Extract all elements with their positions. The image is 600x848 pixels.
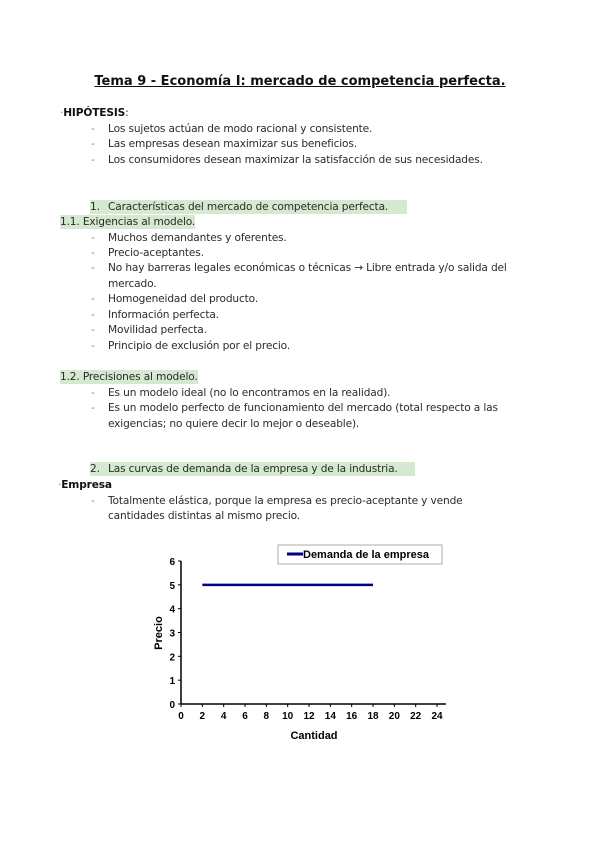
y-tick-label: 0 [169, 700, 175, 711]
list-item: Información perfecta. [108, 309, 219, 321]
x-tick-label: 0 [178, 711, 184, 722]
y-tick-label: 2 [169, 652, 175, 664]
subsection-1-1-heading: 1.1. Exigencias al modelo. [60, 216, 196, 228]
x-tick-label: 6 [242, 711, 248, 722]
list-item-continuation: cantidades distintas al mismo precio. [108, 510, 301, 522]
x-tick-label: 16 [346, 711, 358, 722]
page-title: Tema 9 - Economía I: mercado de competencia perfecta. [94, 74, 506, 89]
y-tick-label: 1 [169, 676, 175, 688]
x-tick-label: 8 [263, 711, 270, 722]
x-tick-label: 24 [431, 711, 443, 722]
legend-label: Demanda de la empresa [303, 549, 429, 561]
x-tick-label: 22 [410, 711, 422, 722]
list-item-continuation: exigencias; no quiere decir lo mejor o deseable). [108, 418, 360, 430]
x-tick-label: 10 [282, 711, 294, 722]
x-tick-label: 18 [367, 711, 379, 722]
hipotesis-heading: ·HIPÓTESIS: [60, 107, 129, 119]
list-item: Es un modelo perfecto de funcionamiento del mercado (total respecto a las [108, 402, 498, 414]
x-tick-label: 12 [303, 711, 315, 722]
list-item: Principio de exclusión por el precio. [108, 340, 291, 352]
section-2-heading: 2. Las curvas de demanda de la empresa y de la industria. [90, 462, 415, 476]
empresa-heading: ·Empresa [58, 479, 112, 491]
y-axis-label: Precio [153, 616, 165, 650]
x-tick-label: 4 [220, 711, 227, 722]
list-item: Homogeneidad del producto. [108, 293, 259, 305]
x-tick-label: 2 [199, 711, 206, 722]
y-tick-label: 5 [169, 580, 175, 592]
x-tick-label: 20 [388, 711, 400, 722]
list-item: Los sujetos actúan de modo racional y consistente. [108, 123, 373, 135]
y-tick-label: 6 [169, 557, 175, 568]
list-item: Movilidad perfecta. [108, 324, 207, 336]
subsection-1-2-heading: 1.2. Precisiones al modelo. [60, 371, 198, 383]
list-item: Los consumidores desean maximizar la satisfacción de sus necesidades. [108, 154, 483, 166]
x-tick-label: 14 [324, 711, 336, 722]
section-1-heading: 1. Características del mercado de competencia perfecta. [90, 200, 407, 214]
list-item: No hay barreras legales económicas o técnicas → Libre entrada y/o salida del [108, 262, 507, 274]
y-tick-label: 4 [169, 604, 175, 616]
list-item: Es un modelo ideal (no lo encontramos en la realidad). [108, 387, 391, 399]
list-item: Muchos demandantes y oferentes. [108, 232, 287, 244]
list-item-continuation: mercado. [108, 278, 157, 290]
list-item: Precio-aceptantes. [108, 247, 204, 259]
list-item: Totalmente elástica, porque la empresa es precio-aceptante y vende [108, 495, 463, 507]
list-item: Las empresas desean maximizar sus beneficios. [108, 138, 357, 150]
y-tick-label: 3 [169, 628, 175, 640]
x-axis-label: Cantidad [290, 730, 338, 742]
